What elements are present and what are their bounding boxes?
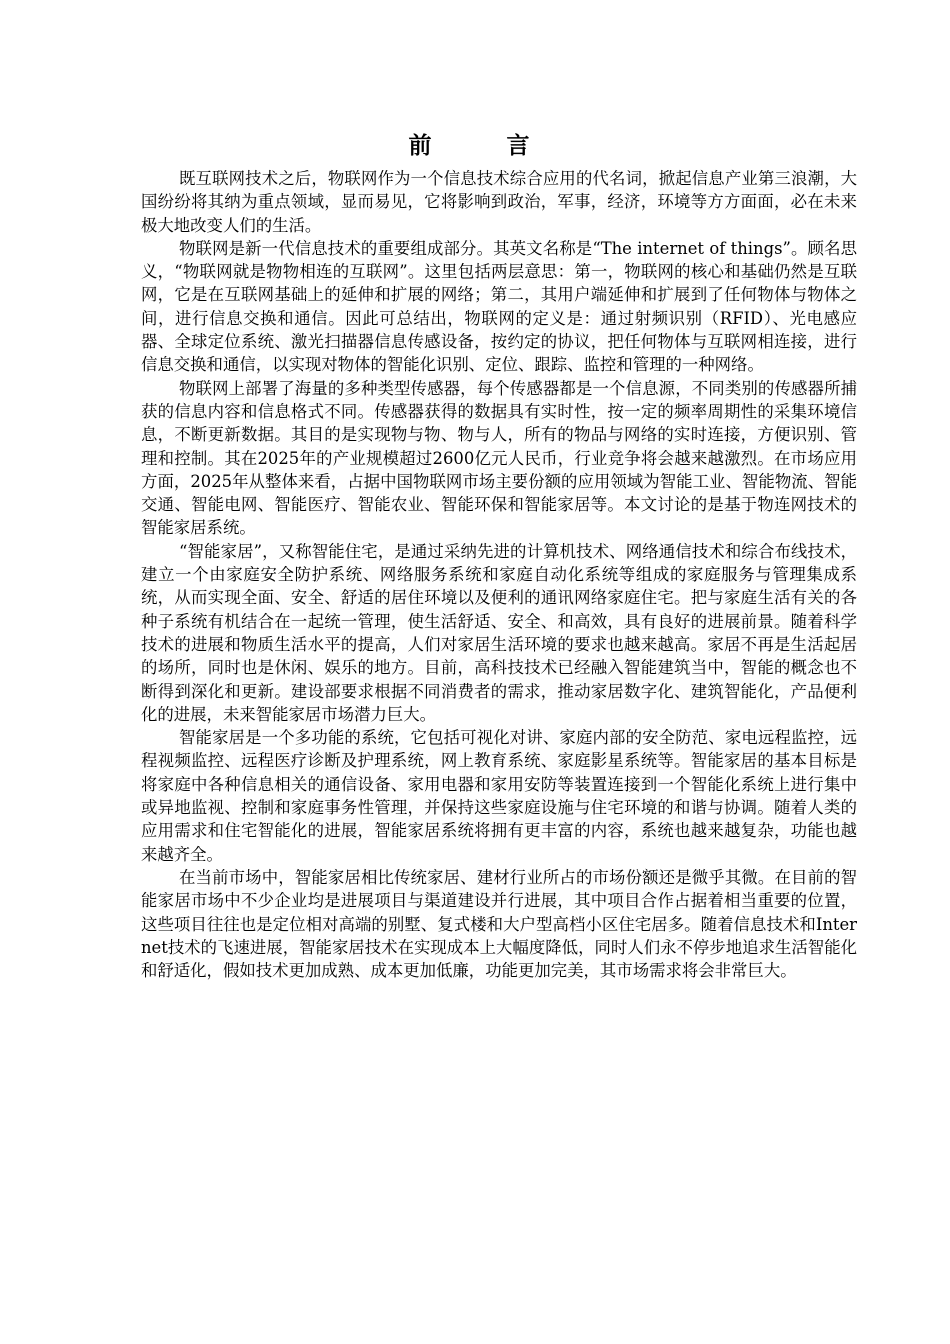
paragraph: “智能家居”，又称智能住宅，是通过采纳先进的计算机技术、网络通信技术和综合布线技术，建立一个由家庭安全防护系统、网络服务系统和家庭自动化系统等组成的家庭服务与管理集成系统，从而实现全面、安全、舒适的居住环境以及便利的通讯网络家庭住宅。把与家庭生活有关的各种子系统有机结合在一起统一管理，使生活舒适、安全、和高效，具有良好的进展前景。随着科学技术的进展和物质生活水平的提高，人们对家居生活环境的要求也越来越高。家居不再是生活起居的场所，同时也是休闲、娱乐的地方。目前，高科技技术已经融入智能建筑当中，智能的概念也不断得到深化和更新。建设部要求根据不同消费者的需求，推动家居数字化、建筑智能化，产品便利化的进展，未来智能家居市场潜力巨大。 — [141, 541, 857, 724]
paragraph: 物联网是新一代信息技术的重要组成部分。其英文名称是“The internet of things”。顾名思义，“物联网就是物物相连的互联网”。这里包括两层意思：第一，物联网的核心和基础仍然是互联网，它是在互联网基础上的延伸和扩展的网络；第二，其用户端延伸和扩展到了任何物体与物体之间，进行信息交换和通信。因此可总结出，物联网的定义是：通过射频识别（RFID）、光电感应器、全球定位系统、激光扫描器信息传感设备，按约定的协议，把任何物体与互联网相连接，进行信息交换和通信，以实现对物体的智能化识别、定位、跟踪、监控和管理的一种网络。 — [141, 238, 857, 375]
paragraph: 智能家居是一个多功能的系统，它包括可视化对讲、家庭内部的安全防范、家电远程监控，远程视频监控、远程医疗诊断及护理系统，网上教育系统、家庭影星系统等。智能家居的基本目标是将家庭中各种信息相关的通信设备、家用电器和家用安防等装置连接到一个智能化系统上进行集中或异地监视、控制和家庭事务性管理，并保持这些家庭设施与住宅环境的和谐与协调。随着人类的应用需求和住宅智能化的进展，智能家居系统将拥有更丰富的内容，系统也越来越复杂，功能也越来越齐全。 — [141, 728, 857, 864]
paragraph: 既互联网技术之后，物联网作为一个信息技术综合应用的代名词，掀起信息产业第三浪潮，大国纷纷将其纳为重点领域，显而易见，它将影响到政治，军事，经济，环境等方方面面，必在未来极大地改变人们的生活。 — [141, 169, 857, 235]
paragraph: 物联网上部署了海量的多种类型传感器，每个传感器都是一个信息源，不同类别的传感器所捕获的信息内容和信息格式不同。传感器获得的数据具有实时性，按一定的频率周期性的采集环境信息，不断更新数据。其目的是实现物与物、物与人，所有的物品与网络的实时连接，方便识别、管理和控制。其在2025年的产业规模超过2600亿元人民币，行业竞争将会越来越激烈。在市场应用方面，2025年从整体来看，占据中国物联网市场主要份额的应用领域为智能工业、智能物流、智能交通、智能电网、智能医疗、智能农业、智能环保和智能家居等。本文讨论的是基于物连网技术的智能家居系统。 — [141, 378, 857, 538]
body-text — [141, 167, 857, 982]
page-title: 前 言 — [408, 133, 556, 159]
paragraph: 在当前市场中，智能家居相比传统家居、建材行业所占的市场份额还是微乎其微。在目前的智能家居市场中不少企业均是进展项目与渠道建设并行进展，其中项目合作占据着相当重要的位置，这些项目往往也是定位相对高端的别墅、复式楼和大户型高档小区住宅居多。随着信息技术和Internet技术的飞速进展，智能家居技术在实现成本上大幅度降低，同时人们永不停步地追求生活智能化和舒适化，假如技术更加成熟、成本更加低廉，功能更加完美，其市场需求将会非常巨大。 — [141, 867, 857, 981]
